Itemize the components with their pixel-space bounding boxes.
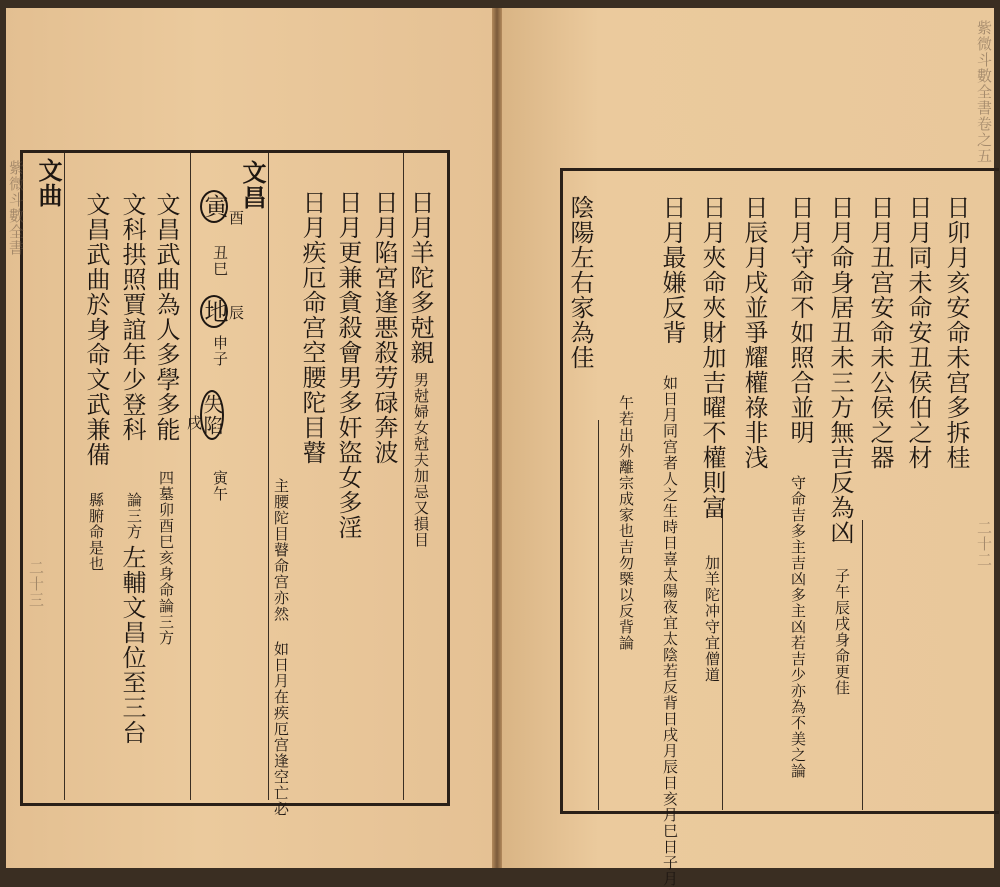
- col-main-text: 文昌武曲於身命文武兼備: [82, 192, 110, 467]
- col-main-text: 日月丑宫安命未公侯之器: [866, 195, 894, 470]
- book-gutter: [492, 8, 502, 868]
- circled-char: 失陷: [200, 390, 224, 440]
- col-main-text: 日月羊陀多尅親: [406, 190, 434, 365]
- col-main-text: 日辰月戌並爭耀權祿非浅: [740, 195, 768, 470]
- col-note-text: 如日月同宫者人之生時日喜太陽夜宜太陰若反背日戌月辰日亥月巳日子月: [661, 375, 679, 887]
- col-main-text: 日月守命不如照合並明: [786, 195, 814, 445]
- col-main-text: 文昌武曲為人多學多能: [152, 192, 180, 442]
- col-main-text: 日月更兼貪殺會男多奸盜女多淫: [334, 190, 362, 540]
- col-main-text: 日卯月亥安命未宫多拆桂: [942, 195, 970, 470]
- col-note-text: 守命吉多主吉凶多主凶若吉少亦為不美之論: [789, 475, 807, 779]
- col-note-text: 四墓卯酉巳亥身命論三方: [157, 470, 175, 646]
- right-margin-title: 紫微斗數全書卷之五: [975, 20, 993, 164]
- col-note-text: 縣腑命是也: [87, 492, 105, 572]
- col-note-text: 午若出外離宗成家也吉勿槩以反背論: [617, 395, 635, 651]
- heading-wenchang: 文昌: [238, 160, 267, 210]
- column-rule: [64, 153, 65, 800]
- column-rule: [268, 153, 269, 800]
- column-rule: [862, 520, 863, 810]
- circled-char: 地: [200, 295, 228, 328]
- col-main-text: 日月命身居丑未三方無吉反為凶: [826, 195, 854, 545]
- column-rule: [403, 153, 404, 800]
- left-margin-title: 紫微斗數全書: [7, 160, 25, 256]
- col-note-text: 加羊陀冲守宜僧道: [703, 555, 721, 683]
- col-main-text: 文科拱照賈誼年少登科: [118, 192, 146, 442]
- col-main-text-2: 左輔文昌位至三台: [118, 545, 146, 745]
- note-char: 辰: [227, 305, 245, 321]
- col-main-text: 日月同未命安丑侯伯之材: [904, 195, 932, 470]
- branch-text: 寅午: [211, 470, 229, 502]
- col-main-text: 日月陷宮逢悪殺劳碌奔波: [370, 190, 398, 465]
- col-main-text: 日月最嫌反背: [658, 195, 686, 345]
- col-main-text: 陰陽左右家為佳: [566, 195, 594, 370]
- column-rule: [598, 420, 599, 810]
- branch-text: 丑巳: [211, 245, 229, 277]
- col-main-text: 日月疾厄命宫空腰陀目瞽: [298, 190, 326, 465]
- column-rule: [190, 153, 191, 800]
- left-margin-number: 二十三: [27, 560, 45, 608]
- column-rule: [722, 500, 723, 810]
- col-main-text: 日月夾命夾財加吉曜不權則富: [698, 195, 726, 520]
- heading-wenqu: 文曲: [34, 158, 63, 208]
- circled-char: 寅: [200, 190, 228, 223]
- branch-text: 申子: [211, 335, 229, 367]
- col-note-text: 論三方: [125, 492, 143, 540]
- note-char: 戌: [185, 415, 203, 431]
- right-margin-number: 二十二: [975, 520, 993, 568]
- note-char: 酉: [227, 210, 245, 226]
- col-note-text: 男尅婦女尅夫加忌又損目: [412, 372, 430, 548]
- col-note-text: 子午辰戌身命更佳: [833, 568, 851, 696]
- col-note-text: 主腰陀目瞽命宫亦然 如日月在疾厄宫逢空亡必: [272, 478, 290, 817]
